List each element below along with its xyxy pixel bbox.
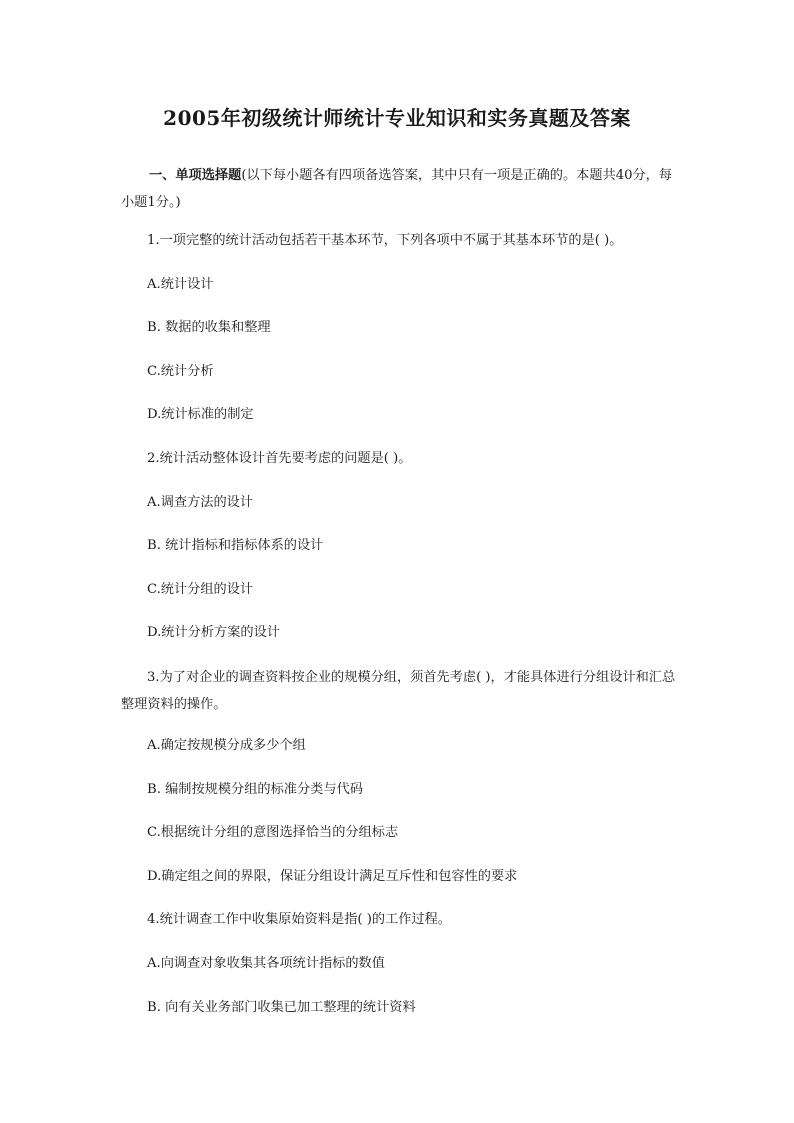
question-option: A.向调查对象收集其各项统计指标的数值 — [147, 956, 385, 971]
document-title: 2005年初级统计师统计专业知识和实务真题及答案 — [163, 106, 631, 130]
question-option: D.确定组之间的界限，保证分组设计满足互斥性和包容性的要求 — [147, 869, 518, 884]
question-option: A.统计设计 — [147, 277, 214, 292]
question-option: A.确定按规模分成多少个组 — [147, 738, 306, 753]
section-heading: 一、单项选择题 — [149, 168, 242, 183]
question-stem: 4.统计调查工作中收集原始资料是指( )的工作过程。 — [147, 912, 451, 927]
question-option: B. 编制按规模分组的标准分类与代码 — [147, 782, 363, 797]
question-option: B. 统计指标和指标体系的设计 — [147, 538, 324, 553]
question-option: C.根据统计分组的意图选择恰当的分组标志 — [147, 825, 399, 840]
section-intro — [121, 162, 677, 216]
question-option: D.统计分析方案的设计 — [147, 625, 280, 640]
question-option: D.统计标准的制定 — [147, 407, 254, 422]
question-option: C.统计分组的设计 — [147, 582, 254, 597]
question-option: C.统计分析 — [147, 364, 214, 379]
section-instruction: (以下每小题各有四项备选答案，其中只有一项是正确的。本题共40分，每小题1分。) — [121, 168, 673, 210]
question-option: B. 数据的收集和整理 — [147, 320, 271, 335]
question-stem: 2.统计活动整体设计首先要考虑的问题是( )。 — [147, 451, 412, 466]
question-option: A.调查方法的设计 — [147, 495, 254, 510]
question-stem: 1.一项完整的统计活动包括若干基本环节，下列各项中不属于其基本环节的是( )。 — [147, 233, 623, 248]
question-stem: 3.为了对企业的调查资料按企业的规模分组，须首先考虑( )，才能具体进行分组设计和汇总整理资料的操作。 — [121, 670, 676, 712]
question-option: B. 向有关业务部门收集已加工整理的统计资料 — [147, 1000, 416, 1015]
